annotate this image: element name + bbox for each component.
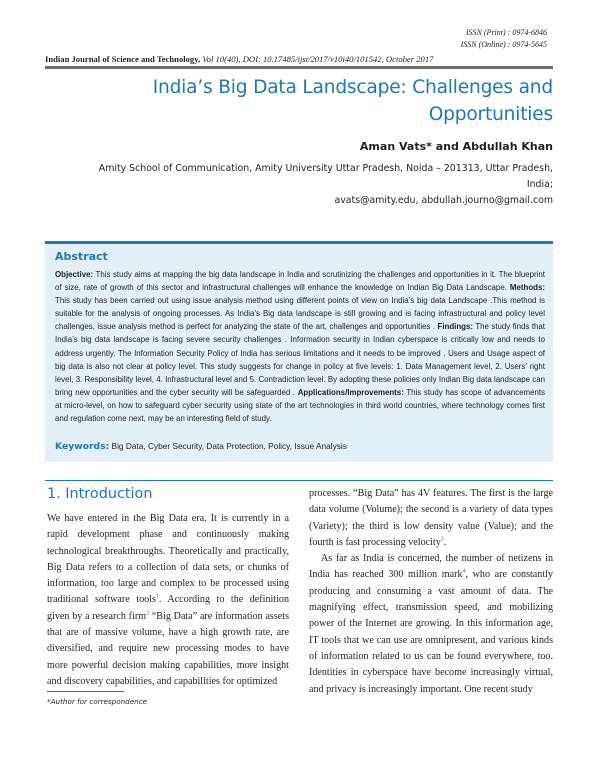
- applications-text: This study has scope of advancements at micro-level, on how to safeguard cyber security using state of the art technologies in third world countries, where technology comes first and regulation come next, may be an interesting field of study.: [55, 387, 545, 424]
- footnote-rule: [47, 691, 124, 692]
- intro-p1-cont-b: .: [443, 536, 447, 548]
- authors: Aman Vats* and Abdullah Khan: [359, 140, 553, 153]
- article-title: [90, 74, 553, 128]
- article-title-line2: Opportunities: [428, 104, 553, 125]
- intro-paragraph-1: [47, 511, 289, 690]
- intro-p1-cont-a: processes. “Big Data” has 4V features. The first is the large data volume (Volume); the second is a variety of data types (Variety); the third is low density value (Value); and the fourth is fast processing velocity: [309, 488, 553, 548]
- journal-citation: [45, 54, 433, 64]
- citation-2[interactable]: 2: [146, 610, 150, 617]
- citation-1[interactable]: 1: [155, 594, 159, 601]
- keywords-text: Big Data, Cyber Security, Data Protection, Policy, Issue Analysis: [109, 441, 347, 451]
- intro-p2-part-b: , who are constantly producing and consuming a vast amount of data. The magnifying effect, transmission speed, and mobilizing power of the Internet are growing. In this information age, IT tools that we can use are omnipresent, and various kinds of information related to us can be found everywhere, too. Identities in cyberspace have become increasingly virtual, and privacy is increasingly important. One recent study: [309, 569, 553, 695]
- affiliation: [83, 161, 553, 209]
- intro-p2-part-a: As far as India is concerned, the number of netizens in India has reached 300 million mark: [309, 553, 553, 581]
- keywords: [55, 441, 545, 452]
- issn-online: ISSN (Online) : 0974-5645: [460, 40, 547, 49]
- header-rule: [45, 66, 553, 69]
- article-title-line1: India’s Big Data Landscape: Challenges and: [152, 77, 553, 98]
- issn-block: [461, 27, 547, 51]
- abstract-top-rule: [45, 241, 553, 244]
- methods-text: This study has been carried out using issue analysis method using different points of view on India’s big data Landscape .This method is suitable for the analysis of ongoing processes. As India’s Big data landscape is still growing and is facing infrastructural and policy level challenges, issue analysis method is perfect for analyzing the state of the art, challenges and opportunities .: [55, 296, 545, 332]
- right-column: [309, 486, 553, 698]
- journal-volume-doi: Vol 10(40), DOI: 10.17485/ijst/2017/v10i40/101542, October 2017: [202, 54, 434, 64]
- footnote: *Author for correspondence: [47, 697, 148, 706]
- issn-print: ISSN (Print) : 0974-6846: [465, 28, 547, 37]
- objective-label: Objective:: [55, 270, 94, 279]
- abstract-body: [55, 268, 545, 425]
- section-rule: [45, 480, 553, 481]
- objective-text: This study aims at mapping the big data landscape in India and scrutinizing the challenges and opportunities in it. The blueprint of size, rate of growth of this sector and infrastructural challenges will enhance the knowledge on Indian Big Data Landscape.: [55, 270, 545, 293]
- intro-p1-part-b: . According to the definition given by a research firm: [47, 594, 290, 622]
- findings-text: The study finds that India’s big data landscape is facing severe security challenges . Information security in Indian cyberspace is critically low and needs to address urgently. The Information Security Policy of India has serious limitations and it needs to be improved . Users and Usage aspect of big data is also not clear at policy level. This study suggests for change in policy at five levels: 1. Data Management level, 2. Users’ right level, 3. Responsibility level, 4. Infrastructural level and 5. Contradiction level. By adopting these policies only Indian Big data landscape can bring new opportunities and the cyber security will be safeguarded .: [55, 322, 545, 397]
- intro-p1-part-c: “Big Data” are information assets that are of massive volume, have a high growth rate, are diversified, and require new processing modes to have more powerful decision making capabilities, more insight and discovery capabilities, and capabilities for optimized: [47, 610, 290, 687]
- left-column: [47, 511, 289, 690]
- citation-4[interactable]: 4: [462, 569, 466, 576]
- introduction-heading: 1. Introduction: [47, 486, 153, 502]
- keywords-label: Keywords:: [55, 441, 110, 452]
- intro-paragraph-2: [309, 551, 553, 698]
- citation-3[interactable]: 3: [440, 536, 444, 543]
- affiliation-line1: Amity School of Communication, Amity University Uttar Pradesh, Noida – 201313, Uttar Pradesh, India;: [98, 163, 553, 190]
- applications-label: Applications/Improvements:: [297, 387, 404, 397]
- findings-label: Findings:: [437, 322, 474, 332]
- affiliation-emails: avats@amity.edu, abdullah.journo@gmail.com: [334, 195, 553, 206]
- journal-name: Indian Journal of Science and Technology,: [45, 54, 201, 64]
- methods-label: Methods:: [509, 283, 545, 293]
- abstract-heading: Abstract: [55, 250, 108, 263]
- intro-p1-part-a: We have entered in the Big Data era. It is currently in a rapid development phase and continuously making technological breakthroughs. Theoretically and practically, Big Data refers to a collection of data sets, or chunks of information, too large and complex to be processed using traditional software tools: [47, 513, 289, 606]
- intro-paragraph-1-cont: [309, 486, 553, 551]
